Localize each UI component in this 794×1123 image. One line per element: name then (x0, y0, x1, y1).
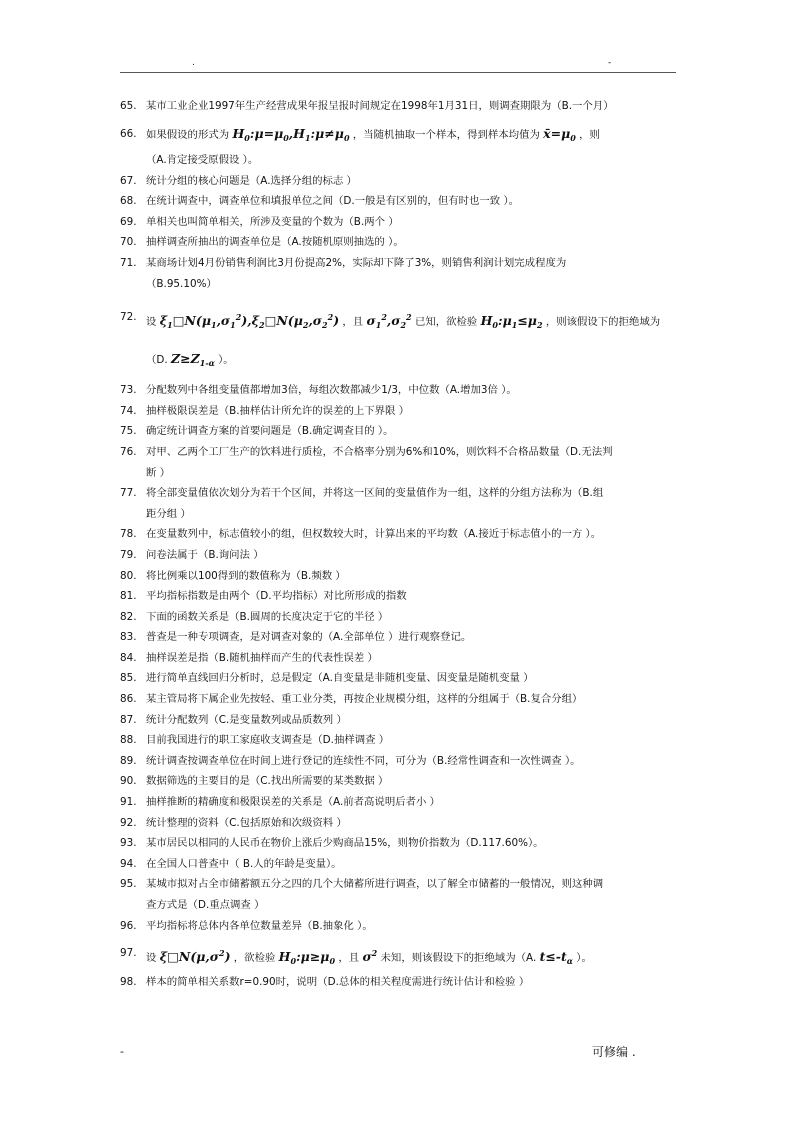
item-text-end: ，则 (579, 128, 600, 141)
list-item-65 (120, 96, 682, 117)
list-item-70 (120, 232, 682, 253)
item-text: 下面的函数关系是（B.圆周的长度决定于它的半径 ） (146, 610, 389, 623)
item-text: 普查是一种专项调查，是对调查对象的（A.全部单位 ）进行观察登记。 (146, 631, 472, 644)
item-number: 78. (120, 528, 137, 541)
item-text: 单相关也叫简单相关，所涉及变量的个数为（B.两个 ） (146, 215, 399, 228)
item-number: 73. (120, 384, 137, 397)
item-text: 抽样调查所抽出的调查单位是（A.按随机原则抽选的 ）。 (146, 236, 404, 249)
header-rule (120, 72, 676, 73)
item-text-line2: 断 ） (146, 466, 171, 479)
item-text: 抽样推断的精确度和极限误差的关系是（A.前者高说明后者小 ） (146, 796, 441, 809)
item-line2 (146, 342, 682, 380)
item-number: 74. (120, 404, 137, 417)
item-number: 81. (120, 590, 137, 603)
item-number: 68. (120, 195, 137, 208)
item-number: 89. (120, 754, 137, 767)
list-item-82 (120, 607, 682, 628)
item-number: 80. (120, 569, 137, 582)
list-item-68 (120, 191, 682, 212)
item-number: 71. (120, 256, 137, 269)
formula-variances: $\sigma_1^2,\sigma_2^2$ (366, 312, 412, 331)
item-text: 如果假设的形式为 (146, 128, 230, 141)
item-number: 85. (120, 672, 137, 685)
item-number: 92. (120, 816, 137, 829)
item-text: 对甲、乙两个工厂生产的饮料进行质检，不合格率分别为6%和10%，则饮料不合格品数量（D.无法判 (146, 445, 613, 458)
item-number: 87. (120, 713, 137, 726)
item-number: 95. (120, 878, 137, 891)
item-number: 82. (120, 610, 137, 623)
item-text: 某商场计划4月份销售利润比3月份提高2%，实际却下降了3%，则销售利润计划完成程度为 (146, 256, 567, 269)
list-item-94 (120, 854, 682, 875)
footer-left-mark: - (120, 1045, 124, 1058)
header-right-mark: - (608, 58, 612, 68)
item-text: 统计调查按调查单位在时间上进行登记的连续性不同，可分为（B.经常性调查和一次性调查 ）。 (146, 754, 581, 767)
item-text: 设 (146, 316, 157, 329)
list-item-96 (120, 916, 682, 937)
item-text: 确定统计调查方案的首要问题是（B.确定调查目的 ）。 (146, 425, 394, 438)
item-text: 问卷法属于（B.询问法 ） (146, 548, 264, 561)
list-item-72 (120, 300, 682, 380)
item-number: 70. (120, 236, 137, 249)
item-text-mid2: 已知，欲检验 (414, 316, 478, 329)
formula-variance: $\sigma^2$ (362, 948, 378, 965)
item-text: 某市工业企业1997年生产经营成果年报呈报时间规定在1998年1月31日，则调查期限为（B.一个月） (146, 100, 614, 112)
list-item-91 (120, 792, 682, 813)
item-text: 某市居民以相同的人民币在物价上涨后少购商品15%，则物价指数为（D.117.60%）。 (146, 837, 544, 850)
item-text-line2: 距分组 ） (146, 507, 191, 520)
item-number: 65. (120, 100, 137, 112)
item-text: 在全国人口普查中（ B.人的年龄是变量）。 (146, 857, 342, 870)
list-item-86 (120, 689, 682, 710)
item-text-line2: 查方式是（D.重点调查 ） (146, 899, 265, 911)
item-text-line2: （B.95.10%） (146, 277, 217, 290)
item-text: 某主管局将下属企业先按轻、重工业分类，再按企业规模分组，这样的分组属于（B.复合分组） (146, 693, 583, 706)
item-number: 91. (120, 796, 137, 809)
item-text: 在变量数列中，标志值较小的组，但权数较大时，计算出来的平均数（A.接近于标志值小的一方 ）。 (146, 528, 602, 541)
formula-null-hypothesis: $H_0:\mu\ge\mu_0$ (278, 949, 336, 967)
item-text-line2-end: ）。 (218, 354, 234, 367)
list-item-92 (120, 813, 682, 834)
item-text-mid2: ，且 (338, 952, 360, 965)
item-text: 将全部变量值依次划分为若干个区间，并将这一区间的变量值作为一组，这样的分组方法称为（B.组 (146, 487, 604, 500)
item-number: 96. (120, 919, 137, 932)
item-number: 66. (120, 127, 137, 140)
item-text: 平均指标将总体内各单位数量差异（B.抽象化 ）。 (146, 919, 373, 932)
formula-sample-mean: $x̄=\mu_0$ (543, 125, 576, 143)
formula-distributions: $\xi_1□N(\mu_1,\sigma_1^2),\xi_2□N(\mu_2,\sigma_2^2)$ (159, 312, 340, 331)
list-item-71 (120, 253, 682, 294)
item-text: 抽样极限误差是（B.抽样估计所允许的误差的上下界限 ） (146, 404, 410, 417)
item-number: 76. (120, 445, 137, 458)
list-item-77 (120, 483, 682, 524)
list-item-83 (120, 627, 682, 648)
formula-rejection-region: $t\le-t_\alpha$ (539, 949, 573, 967)
list-item-67 (120, 171, 682, 192)
item-number: 94. (120, 857, 137, 870)
item-text-mid: ，且 (342, 316, 364, 329)
item-text: 统计整理的资料（C.包括原始和次级资料 ） (146, 816, 347, 829)
item-text: 统计分配数列（C.是变量数列或品质数列 ） (146, 713, 347, 726)
list-item-85 (120, 668, 682, 689)
item-text: 样本的简单相关系数r=0.90时，说明（D.总体的相关程度需进行统计估计和检验 ） (146, 976, 530, 989)
list-item-81 (120, 586, 682, 607)
list-item-73 (120, 380, 682, 401)
item-text-line2-end: ）。 (576, 952, 592, 965)
list-item-88 (120, 730, 682, 751)
list-item-98 (120, 972, 682, 993)
item-text: 抽样误差是指（B.随机抽样而产生的代表性误差 ） (146, 651, 378, 664)
item-number: 86. (120, 693, 137, 706)
item-number: 83. (120, 631, 137, 644)
list-item-95 (120, 874, 682, 915)
list-item-80 (120, 566, 682, 587)
list-item-78 (120, 524, 682, 545)
item-number: 72. (120, 311, 137, 324)
formula-rejection-region: $Z\ge Z_{1-\alpha}$ (171, 351, 215, 369)
item-text: 进行简单直线回归分析时，总是假定（A.自变量是非随机变量、因变量是随机变量 ） (146, 672, 534, 685)
item-text: 某城市拟对占全市储蓄额五分之四的几个大储蓄所进行调查，以了解全市储蓄的一般情况，则这种调 (146, 878, 604, 891)
item-number: 67. (120, 174, 137, 187)
item-number: 93. (120, 837, 137, 850)
formula-distribution: $\xi□N(\mu,\sigma^2)$ (159, 948, 231, 965)
item-number: 84. (120, 651, 137, 664)
list-item-87 (120, 710, 682, 731)
list-item-74 (120, 401, 682, 422)
item-text: 设 (146, 952, 157, 965)
item-text: 将比例乘以100得到的数值称为（B.频数 ） (146, 569, 346, 582)
list-item-79 (120, 545, 682, 566)
footer-editable-note: 可修编 . (592, 1045, 636, 1059)
item-number: 97. (120, 947, 137, 960)
item-text: 统计分组的核心问题是（A.选择分组的标志 ） (146, 174, 357, 187)
item-number: 88. (120, 734, 137, 747)
list-item-93 (120, 833, 682, 854)
item-text-line2: （D. (146, 354, 168, 367)
item-number: 75. (120, 425, 137, 438)
item-text-mid: ，欲检验 (233, 952, 276, 965)
item-text: 目前我国进行的职工家庭收支调查是（D.抽样调查 ） (146, 734, 390, 747)
item-text-end: 未知，则该假设下的拒绝域为（A. (380, 952, 537, 965)
list-item-69 (120, 212, 682, 233)
item-text: 数据筛选的主要目的是（C.找出所需要的某类数据 ） (146, 775, 389, 788)
list-item-75 (120, 421, 682, 442)
question-list (120, 96, 682, 993)
list-item-84 (120, 648, 682, 669)
item-text: 平均指标指数是由两个（D.平均指标）对比所形成的指数 (146, 590, 407, 603)
formula-null-hypothesis: $H_0:\mu_1\le\mu_2$ (480, 313, 543, 331)
item-number: 90. (120, 775, 137, 788)
list-item-89 (120, 751, 682, 772)
item-number: 69. (120, 215, 137, 228)
list-item-97 (120, 942, 682, 972)
formula-hypothesis: $H_0:\mu=\mu_0,H_1:\mu\ne\mu_0$ (232, 125, 350, 143)
item-number: 79. (120, 548, 137, 561)
item-text: 在统计调查中，调查单位和填报单位之间（D.一般是有区别的，但有时也一致 ）。 (146, 195, 520, 208)
item-text-end: ，则该假设下的拒绝域为 (545, 316, 661, 329)
list-item-66 (120, 123, 682, 171)
header-left-mark: . (192, 58, 195, 68)
item-number: 98. (120, 976, 137, 989)
item-number: 77. (120, 487, 137, 500)
list-item-76 (120, 442, 682, 483)
item-text-mid: ，当随机抽取一个样本，得到样本均值为 (352, 128, 540, 141)
list-item-90 (120, 771, 682, 792)
item-text-line2: （A.肯定接受原假设 ）。 (146, 153, 259, 166)
item-text: 分配数列中各组变量值都增加3倍，每组次数都减少1/3，中位数（A.增加3倍 ）。 (146, 384, 517, 397)
